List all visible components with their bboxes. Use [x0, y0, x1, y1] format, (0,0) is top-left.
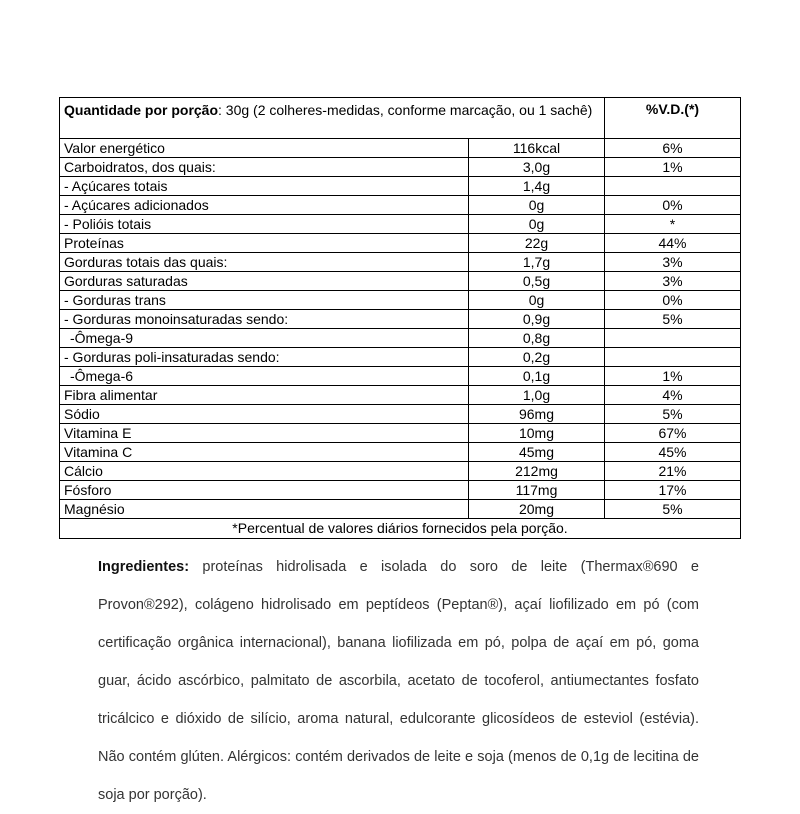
nutrient-daily-value: 5% — [605, 500, 741, 519]
nutrient-daily-value: 17% — [605, 481, 741, 500]
nutrient-daily-value — [605, 329, 741, 348]
table-row — [60, 329, 741, 348]
nutrient-daily-value: 67% — [605, 424, 741, 443]
nutrient-name: Vitamina C — [60, 443, 469, 462]
nutrient-daily-value: 5% — [605, 405, 741, 424]
table-row — [60, 367, 741, 386]
nutrient-amount: 0g — [469, 215, 605, 234]
footnote: *Percentual de valores diários fornecidos pela porção. — [60, 519, 741, 539]
nutrient-amount: 212mg — [469, 462, 605, 481]
nutrient-daily-value: 1% — [605, 158, 741, 177]
nutrient-name: Fósforo — [60, 481, 469, 500]
nutrient-name: - Gorduras monoinsaturadas sendo: — [60, 310, 469, 329]
table-row — [60, 310, 741, 329]
nutrient-name: - Açúcares adicionados — [60, 196, 469, 215]
nutrient-name: Sódio — [60, 405, 469, 424]
nutrient-amount: 45mg — [469, 443, 605, 462]
nutrient-daily-value — [605, 348, 741, 367]
vd-header: %V.D.(*) — [605, 98, 741, 139]
ingredients-paragraph — [98, 548, 699, 814]
table-row — [60, 500, 741, 519]
nutrient-amount: 117mg — [469, 481, 605, 500]
table-row — [60, 272, 741, 291]
nutrient-amount: 0,1g — [469, 367, 605, 386]
nutrient-daily-value: 5% — [605, 310, 741, 329]
table-row — [60, 253, 741, 272]
table-row — [60, 462, 741, 481]
table-row — [60, 443, 741, 462]
table-row — [60, 405, 741, 424]
nutrient-amount: 0,5g — [469, 272, 605, 291]
nutrient-amount: 1,7g — [469, 253, 605, 272]
nutrient-amount: 0,9g — [469, 310, 605, 329]
nutrient-amount: 0g — [469, 291, 605, 310]
nutrient-amount: 1,4g — [469, 177, 605, 196]
nutrient-daily-value: 4% — [605, 386, 741, 405]
nutrient-amount: 10mg — [469, 424, 605, 443]
nutrient-daily-value: 45% — [605, 443, 741, 462]
table-header-row — [60, 98, 741, 139]
nutrient-name: - Gorduras trans — [60, 291, 469, 310]
nutrient-daily-value: * — [605, 215, 741, 234]
table-row — [60, 424, 741, 443]
nutrient-name: Cálcio — [60, 462, 469, 481]
table-row — [60, 215, 741, 234]
portion-header-cell — [60, 98, 605, 139]
nutrient-daily-value: 3% — [605, 272, 741, 291]
nutrient-daily-value — [605, 177, 741, 196]
nutrient-amount: 1,0g — [469, 386, 605, 405]
nutrient-daily-value: 1% — [605, 367, 741, 386]
table-row — [60, 234, 741, 253]
table-row — [60, 196, 741, 215]
nutrient-daily-value: 6% — [605, 139, 741, 158]
nutrient-amount: 3,0g — [469, 158, 605, 177]
nutrient-name: -Ômega-9 — [60, 329, 469, 348]
nutrient-amount: 20mg — [469, 500, 605, 519]
nutrition-table-body — [60, 98, 741, 539]
nutrient-name: Gorduras saturadas — [60, 272, 469, 291]
nutrient-amount: 0,2g — [469, 348, 605, 367]
nutrient-amount: 96mg — [469, 405, 605, 424]
nutrient-name: Gorduras totais das quais: — [60, 253, 469, 272]
nutrient-daily-value: 3% — [605, 253, 741, 272]
nutrient-daily-value: 44% — [605, 234, 741, 253]
table-row — [60, 386, 741, 405]
nutrient-name: - Gorduras poli-insaturadas sendo: — [60, 348, 469, 367]
table-row — [60, 348, 741, 367]
nutrient-amount: 0,8g — [469, 329, 605, 348]
nutrient-name: Valor energético — [60, 139, 469, 158]
nutrient-name: Magnésio — [60, 500, 469, 519]
nutrient-name: Carboidratos, dos quais: — [60, 158, 469, 177]
table-row — [60, 291, 741, 310]
nutrient-amount: 116kcal — [469, 139, 605, 158]
table-row — [60, 177, 741, 196]
ingredients-text: proteínas hidrolisada e isolada do soro de leite (Thermax®690 e Provon®292), colágeno hidrolisado em peptídeos (Peptan®), açaí liofilizado em pó (com certificação orgânica internacional), banana liofilizada em pó, polpa de açaí em pó, goma guar, ácido ascórbico, palmitato de ascorbila, acetato de tocoferol, antiumectantes fosfato tricálcico e dióxido de silício, aroma natural, edulcorante glicosídeos de esteviol (estévia). Não contém glúten. Alérgicos: contém derivados de leite e soja (menos de 0,1g de lecitina de soja por porção). — [98, 559, 699, 803]
nutrition-facts-table — [59, 97, 741, 539]
nutrient-daily-value: 0% — [605, 196, 741, 215]
nutrient-daily-value: 21% — [605, 462, 741, 481]
portion-label: Quantidade por porção — [64, 102, 219, 118]
nutrient-amount: 22g — [469, 234, 605, 253]
nutrient-name: Fibra alimentar — [60, 386, 469, 405]
table-row — [60, 158, 741, 177]
nutrient-name: - Polióis totais — [60, 215, 469, 234]
portion-value: : 30g (2 colheres-medidas, conforme marcação, ou 1 sachê) — [218, 102, 593, 118]
footnote-row — [60, 519, 741, 539]
table-row — [60, 139, 741, 158]
nutrient-name: -Ômega-6 — [60, 367, 469, 386]
nutrient-name: Vitamina E — [60, 424, 469, 443]
nutrient-amount: 0g — [469, 196, 605, 215]
nutrient-name: - Açúcares totais — [60, 177, 469, 196]
ingredients-label: Ingredientes: — [98, 559, 190, 575]
nutrient-name: Proteínas — [60, 234, 469, 253]
table-row — [60, 481, 741, 500]
nutrient-daily-value: 0% — [605, 291, 741, 310]
